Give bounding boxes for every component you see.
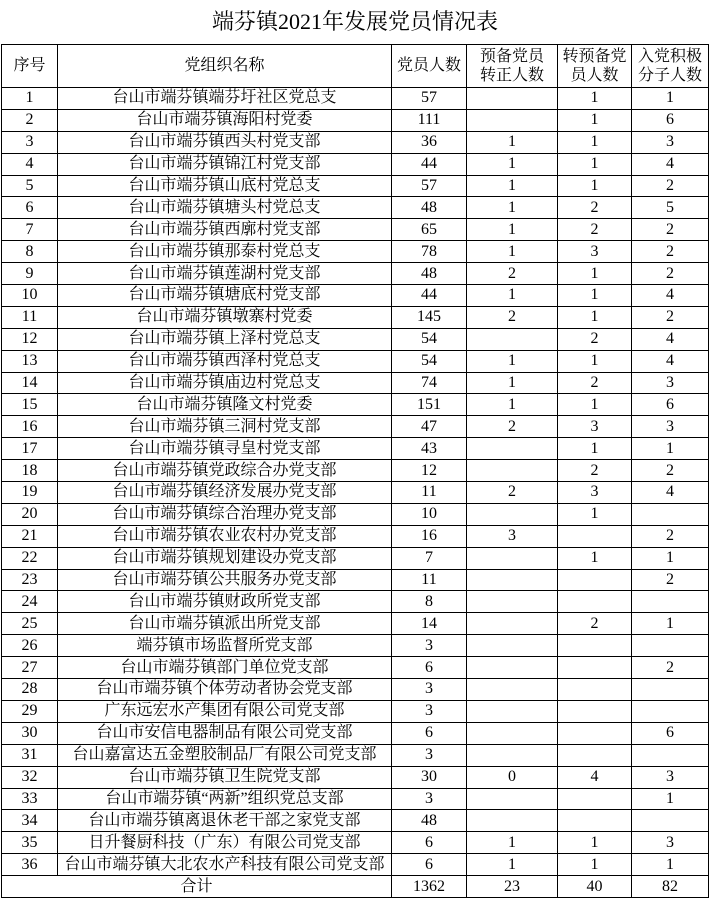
cell-members: 44 (392, 153, 467, 175)
cell-members: 7 (392, 547, 467, 569)
table-row (2, 88, 709, 110)
cell-activists: 4 (632, 153, 709, 175)
cell-org-name: 台山市端芬镇大北农水产科技有限公司党支部 (58, 854, 392, 876)
table-row (2, 306, 709, 328)
cell-org-name: 台山市端芬镇墩寨村党委 (58, 306, 392, 328)
cell-org-name: 台山市端芬镇“两新”组织党总支部 (58, 788, 392, 810)
cell-new-probationary: 4 (558, 766, 632, 788)
table-row (2, 854, 709, 876)
cell-activists: 6 (632, 722, 709, 744)
cell-converted (467, 547, 558, 569)
cell-new-probationary (558, 657, 632, 679)
cell-members: 44 (392, 285, 467, 307)
cell-activists: 6 (632, 394, 709, 416)
cell-org-name: 台山市端芬镇个体劳动者协会党支部 (58, 679, 392, 701)
cell-converted: 1 (467, 372, 558, 394)
cell-index: 22 (2, 547, 58, 569)
cell-org-name: 端芬镇市场监督所党支部 (58, 635, 392, 657)
cell-activists: 1 (632, 547, 709, 569)
cell-org-name: 台山市端芬镇部门单位党支部 (58, 657, 392, 679)
table-row (2, 525, 709, 547)
cell-index: 36 (2, 854, 58, 876)
cell-new-probationary (558, 591, 632, 613)
cell-index: 15 (2, 394, 58, 416)
table-row (2, 109, 709, 131)
cell-index: 21 (2, 525, 58, 547)
header-line: 转正人数 (479, 67, 544, 84)
cell-index: 29 (2, 700, 58, 722)
table-row (2, 657, 709, 679)
cell-org-name: 台山市端芬镇规划建设办党支部 (58, 547, 392, 569)
header-new-probationary (558, 45, 632, 88)
cell-org-name: 台山市端芬镇上泽村党总支 (58, 328, 392, 350)
cell-activists: 3 (632, 832, 709, 854)
cell-members: 54 (392, 350, 467, 372)
cell-members: 3 (392, 744, 467, 766)
cell-new-probationary: 1 (558, 88, 632, 110)
cell-activists: 1 (632, 854, 709, 876)
cell-new-probationary (558, 722, 632, 744)
table-row (2, 722, 709, 744)
cell-converted (467, 460, 558, 482)
header-converted (467, 45, 558, 88)
cell-converted (467, 591, 558, 613)
header-line: 转预备党 (562, 48, 627, 65)
cell-index: 35 (2, 832, 58, 854)
cell-index: 20 (2, 503, 58, 525)
cell-activists: 6 (632, 109, 709, 131)
table-row (2, 591, 709, 613)
cell-members: 54 (392, 328, 467, 350)
cell-org-name: 台山市端芬镇寻皇村党支部 (58, 438, 392, 460)
cell-index: 34 (2, 810, 58, 832)
cell-members: 47 (392, 416, 467, 438)
cell-members: 48 (392, 197, 467, 219)
table-row (2, 438, 709, 460)
cell-index: 30 (2, 722, 58, 744)
cell-new-probationary (558, 700, 632, 722)
table-row (2, 547, 709, 569)
cell-index: 1 (2, 88, 58, 110)
cell-org-name: 台山市端芬镇派出所党支部 (58, 613, 392, 635)
cell-converted: 1 (467, 219, 558, 241)
cell-new-probationary: 1 (558, 175, 632, 197)
cell-index: 11 (2, 306, 58, 328)
cell-converted: 1 (467, 854, 558, 876)
cell-activists: 2 (632, 460, 709, 482)
header-line: 预备党员 (479, 48, 544, 65)
cell-converted (467, 788, 558, 810)
cell-index: 2 (2, 109, 58, 131)
cell-members: 151 (392, 394, 467, 416)
cell-new-probationary: 2 (558, 372, 632, 394)
cell-members: 57 (392, 88, 467, 110)
cell-activists (632, 503, 709, 525)
cell-org-name: 台山市端芬镇西头村党支部 (58, 131, 392, 153)
total-new-probationary: 40 (558, 876, 632, 898)
table-row (2, 788, 709, 810)
cell-activists: 2 (632, 657, 709, 679)
header-row (2, 45, 709, 88)
table-row (2, 394, 709, 416)
cell-activists: 3 (632, 131, 709, 153)
cell-activists: 4 (632, 482, 709, 504)
cell-activists (632, 679, 709, 701)
table-row (2, 197, 709, 219)
cell-org-name: 广东远宏水产集团有限公司党支部 (58, 700, 392, 722)
cell-new-probationary: 1 (558, 285, 632, 307)
cell-converted: 3 (467, 525, 558, 547)
cell-activists: 1 (632, 613, 709, 635)
cell-activists: 4 (632, 285, 709, 307)
cell-converted (467, 438, 558, 460)
table-body (2, 88, 709, 898)
table-row (2, 153, 709, 175)
cell-members: 111 (392, 109, 467, 131)
cell-members: 3 (392, 788, 467, 810)
cell-new-probationary: 1 (558, 832, 632, 854)
cell-members: 8 (392, 591, 467, 613)
cell-converted: 1 (467, 153, 558, 175)
cell-index: 31 (2, 744, 58, 766)
cell-members: 6 (392, 854, 467, 876)
cell-converted (467, 88, 558, 110)
cell-new-probationary: 1 (558, 350, 632, 372)
cell-members: 6 (392, 657, 467, 679)
cell-org-name: 台山市端芬镇隆文村党委 (58, 394, 392, 416)
cell-activists (632, 635, 709, 657)
cell-activists: 2 (632, 241, 709, 263)
cell-members: 36 (392, 131, 467, 153)
cell-activists: 2 (632, 263, 709, 285)
cell-index: 25 (2, 613, 58, 635)
cell-org-name: 台山市端芬镇财政所党支部 (58, 591, 392, 613)
cell-index: 17 (2, 438, 58, 460)
cell-converted: 2 (467, 482, 558, 504)
cell-index: 9 (2, 263, 58, 285)
table-row (2, 328, 709, 350)
table-row (2, 613, 709, 635)
table-row (2, 460, 709, 482)
party-members-table (1, 44, 709, 898)
cell-members: 43 (392, 438, 467, 460)
cell-activists: 2 (632, 175, 709, 197)
cell-activists (632, 591, 709, 613)
table-header (2, 45, 709, 88)
cell-new-probationary: 3 (558, 482, 632, 504)
total-members: 1362 (392, 876, 467, 898)
cell-new-probationary (558, 635, 632, 657)
table-row (2, 766, 709, 788)
cell-org-name: 台山市端芬镇塘头村党总支 (58, 197, 392, 219)
cell-converted: 1 (467, 394, 558, 416)
table-row (2, 241, 709, 263)
cell-new-probationary (558, 788, 632, 810)
cell-activists: 3 (632, 372, 709, 394)
header-members: 党员人数 (392, 45, 467, 88)
cell-new-probationary (558, 525, 632, 547)
cell-members: 12 (392, 460, 467, 482)
cell-org-name: 台山市端芬镇西廓村党支部 (58, 219, 392, 241)
cell-converted (467, 679, 558, 701)
cell-org-name: 台山市端芬镇莲湖村党支部 (58, 263, 392, 285)
cell-org-name: 台山市端芬镇庙边村党总支 (58, 372, 392, 394)
cell-converted: 2 (467, 263, 558, 285)
cell-new-probationary: 1 (558, 306, 632, 328)
cell-new-probationary (558, 810, 632, 832)
cell-members: 74 (392, 372, 467, 394)
cell-index: 24 (2, 591, 58, 613)
cell-converted: 1 (467, 175, 558, 197)
cell-converted (467, 109, 558, 131)
cell-new-probationary: 1 (558, 131, 632, 153)
table-row (2, 219, 709, 241)
cell-index: 12 (2, 328, 58, 350)
cell-converted: 1 (467, 832, 558, 854)
table-row (2, 175, 709, 197)
cell-converted (467, 503, 558, 525)
cell-activists (632, 700, 709, 722)
cell-converted (467, 700, 558, 722)
cell-org-name: 台山市端芬镇三洞村党支部 (58, 416, 392, 438)
cell-index: 4 (2, 153, 58, 175)
cell-converted (467, 744, 558, 766)
table-row (2, 285, 709, 307)
header-index: 序号 (2, 45, 58, 88)
cell-index: 14 (2, 372, 58, 394)
cell-org-name: 台山市端芬镇经济发展办党支部 (58, 482, 392, 504)
cell-converted: 0 (467, 766, 558, 788)
total-activists: 82 (632, 876, 709, 898)
cell-org-name: 台山市端芬镇农业农村办党支部 (58, 525, 392, 547)
cell-converted (467, 328, 558, 350)
cell-converted: 1 (467, 131, 558, 153)
cell-index: 7 (2, 219, 58, 241)
cell-members: 145 (392, 306, 467, 328)
cell-activists: 2 (632, 525, 709, 547)
cell-activists: 4 (632, 350, 709, 372)
cell-org-name: 台山市端芬镇塘底村党支部 (58, 285, 392, 307)
cell-new-probationary (558, 569, 632, 591)
cell-converted: 1 (467, 241, 558, 263)
cell-members: 6 (392, 722, 467, 744)
cell-converted (467, 635, 558, 657)
cell-converted (467, 657, 558, 679)
cell-new-probationary: 1 (558, 854, 632, 876)
cell-org-name: 台山市端芬镇卫生院党支部 (58, 766, 392, 788)
table-row (2, 832, 709, 854)
cell-members: 48 (392, 263, 467, 285)
table-row (2, 744, 709, 766)
header-line: 员人数 (570, 67, 619, 84)
cell-org-name: 台山市端芬镇西泽村党总支 (58, 350, 392, 372)
cell-index: 27 (2, 657, 58, 679)
cell-new-probationary: 2 (558, 328, 632, 350)
cell-index: 28 (2, 679, 58, 701)
cell-org-name: 台山嘉富达五金塑胶制品厂有限公司党支部 (58, 744, 392, 766)
cell-new-probationary: 2 (558, 613, 632, 635)
cell-index: 13 (2, 350, 58, 372)
cell-org-name: 日升餐厨科技（广东）有限公司党支部 (58, 832, 392, 854)
cell-org-name: 台山市端芬镇山底村党总支 (58, 175, 392, 197)
table-row (2, 263, 709, 285)
cell-org-name: 台山市端芬镇综合治理办党支部 (58, 503, 392, 525)
cell-index: 32 (2, 766, 58, 788)
table-row (2, 350, 709, 372)
table-row (2, 372, 709, 394)
header-line: 分子人数 (637, 67, 702, 84)
cell-index: 10 (2, 285, 58, 307)
cell-new-probationary: 1 (558, 503, 632, 525)
cell-converted: 2 (467, 416, 558, 438)
cell-members: 3 (392, 700, 467, 722)
cell-new-probationary: 1 (558, 547, 632, 569)
cell-members: 16 (392, 525, 467, 547)
header-line: 入党积极 (637, 48, 702, 65)
cell-org-name: 台山市端芬镇端芬圩社区党总支 (58, 88, 392, 110)
cell-activists (632, 744, 709, 766)
cell-activists: 1 (632, 438, 709, 460)
cell-org-name: 台山市端芬镇公共服务办党支部 (58, 569, 392, 591)
cell-activists: 5 (632, 197, 709, 219)
header-activists (632, 45, 709, 88)
cell-members: 30 (392, 766, 467, 788)
cell-members: 11 (392, 569, 467, 591)
cell-org-name: 台山市端芬镇海阳村党委 (58, 109, 392, 131)
cell-index: 8 (2, 241, 58, 263)
cell-activists (632, 810, 709, 832)
cell-activists: 3 (632, 766, 709, 788)
cell-converted (467, 569, 558, 591)
cell-org-name: 台山市端芬镇那泰村党总支 (58, 241, 392, 263)
total-label: 合计 (2, 876, 392, 898)
cell-members: 11 (392, 482, 467, 504)
cell-org-name: 台山市安信电器制品有限公司党支部 (58, 722, 392, 744)
cell-members: 3 (392, 635, 467, 657)
cell-converted (467, 613, 558, 635)
cell-converted: 1 (467, 350, 558, 372)
cell-index: 23 (2, 569, 58, 591)
cell-activists: 2 (632, 306, 709, 328)
table-row (2, 131, 709, 153)
cell-members: 65 (392, 219, 467, 241)
total-converted: 23 (467, 876, 558, 898)
cell-new-probationary: 3 (558, 416, 632, 438)
cell-org-name: 台山市端芬镇党政综合办党支部 (58, 460, 392, 482)
cell-activists: 4 (632, 328, 709, 350)
header-org-name: 党组织名称 (58, 45, 392, 88)
cell-members: 10 (392, 503, 467, 525)
cell-members: 6 (392, 832, 467, 854)
cell-index: 18 (2, 460, 58, 482)
cell-new-probationary: 1 (558, 263, 632, 285)
cell-index: 5 (2, 175, 58, 197)
cell-new-probationary (558, 679, 632, 701)
table-row (2, 416, 709, 438)
cell-activists: 2 (632, 219, 709, 241)
cell-index: 3 (2, 131, 58, 153)
cell-members: 3 (392, 679, 467, 701)
cell-activists: 2 (632, 569, 709, 591)
cell-new-probationary: 1 (558, 153, 632, 175)
table-row (2, 482, 709, 504)
total-row (2, 876, 709, 898)
cell-converted: 1 (467, 285, 558, 307)
cell-index: 6 (2, 197, 58, 219)
cell-new-probationary: 2 (558, 197, 632, 219)
table-row (2, 635, 709, 657)
cell-members: 14 (392, 613, 467, 635)
cell-converted: 2 (467, 306, 558, 328)
cell-new-probationary: 1 (558, 394, 632, 416)
table-row (2, 503, 709, 525)
cell-index: 26 (2, 635, 58, 657)
table-row (2, 700, 709, 722)
table-row (2, 679, 709, 701)
cell-activists: 1 (632, 788, 709, 810)
cell-new-probationary: 1 (558, 109, 632, 131)
cell-members: 48 (392, 810, 467, 832)
cell-org-name: 台山市端芬镇锦江村党支部 (58, 153, 392, 175)
cell-members: 78 (392, 241, 467, 263)
cell-index: 33 (2, 788, 58, 810)
cell-new-probationary: 1 (558, 438, 632, 460)
cell-new-probationary (558, 744, 632, 766)
cell-activists: 1 (632, 88, 709, 110)
cell-converted (467, 810, 558, 832)
cell-converted: 1 (467, 197, 558, 219)
table-row (2, 569, 709, 591)
table-title: 端芬镇2021年发展党员情况表 (211, 9, 498, 34)
cell-index: 16 (2, 416, 58, 438)
cell-members: 57 (392, 175, 467, 197)
cell-org-name: 台山市端芬镇离退休老干部之家党支部 (58, 810, 392, 832)
cell-index: 19 (2, 482, 58, 504)
cell-converted (467, 722, 558, 744)
table-row (2, 810, 709, 832)
cell-new-probationary: 2 (558, 460, 632, 482)
cell-new-probationary: 2 (558, 219, 632, 241)
cell-activists: 3 (632, 416, 709, 438)
cell-new-probationary: 3 (558, 241, 632, 263)
